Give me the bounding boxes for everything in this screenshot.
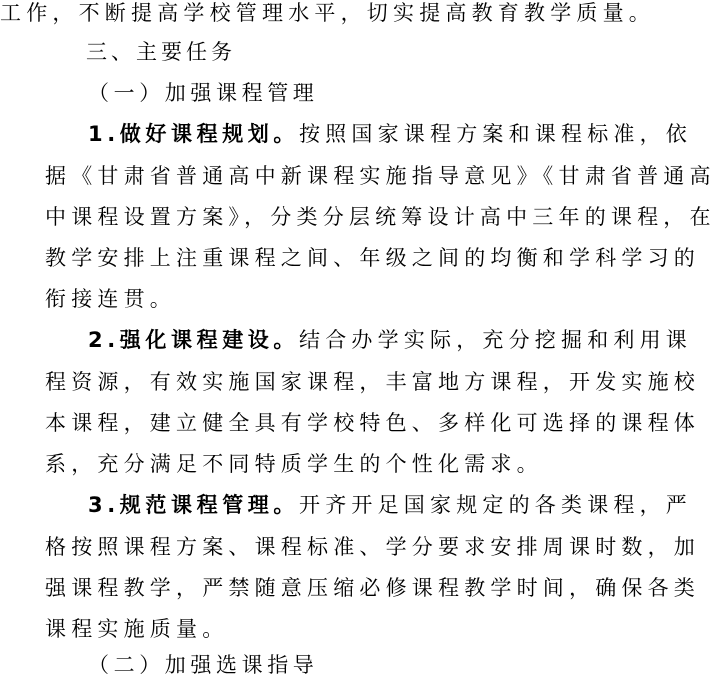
paragraph-line: 课程实施质量。 — [45, 617, 229, 641]
paragraph-line: 强课程教学，严禁随意压缩必修课程教学时间，确保各类 — [45, 576, 700, 600]
paragraph-line: 系，充分满足不同特质学生的个性化需求。 — [45, 452, 543, 476]
subsection-heading-course-management: （一）加强课程管理 — [88, 81, 319, 105]
paragraph-line: 工作，不断提高学校管理水平，切实提高教育教学质量。 — [0, 1, 655, 25]
paragraph-line: 据《甘肃省普通高中新课程实施指导意见》《甘肃省普通高 — [45, 164, 716, 188]
paragraph-line: 中课程设置方案》，分类分层统筹设计高中三年的课程，在 — [45, 205, 716, 229]
item2-text: 结合办学实际，充分挖掘和利用课 — [299, 328, 692, 352]
paragraph-line: 格按照课程方案、课程标准、学分要求安排周课时数，加 — [45, 535, 700, 559]
item1-lead: 1.做好课程规划。 — [88, 122, 299, 146]
item1-first-line — [88, 124, 692, 148]
item3-first-line — [88, 495, 692, 519]
paragraph-line: 教学安排上注重课程之间、年级之间的均衡和学科学习的 — [45, 246, 700, 270]
paragraph-line: 本课程，建立健全具有学校特色、多样化可选择的课程体 — [45, 411, 700, 435]
subsection-heading-course-selection: （二）加强选课指导 — [88, 653, 319, 677]
item2-first-line — [88, 330, 692, 354]
section-heading-main-tasks: 三、主要任务 — [86, 40, 236, 64]
item3-lead: 3.规范课程管理。 — [88, 493, 299, 517]
paragraph-line: 衔接连贯。 — [45, 287, 176, 311]
item1-text: 按照国家课程方案和课程标准，依 — [299, 122, 692, 146]
paragraph-line: 程资源，有效实施国家课程，丰富地方课程，开发实施校 — [45, 370, 700, 394]
item2-lead: 2.强化课程建设。 — [88, 328, 299, 352]
item3-text: 开齐开足国家规定的各类课程，严 — [299, 493, 692, 517]
